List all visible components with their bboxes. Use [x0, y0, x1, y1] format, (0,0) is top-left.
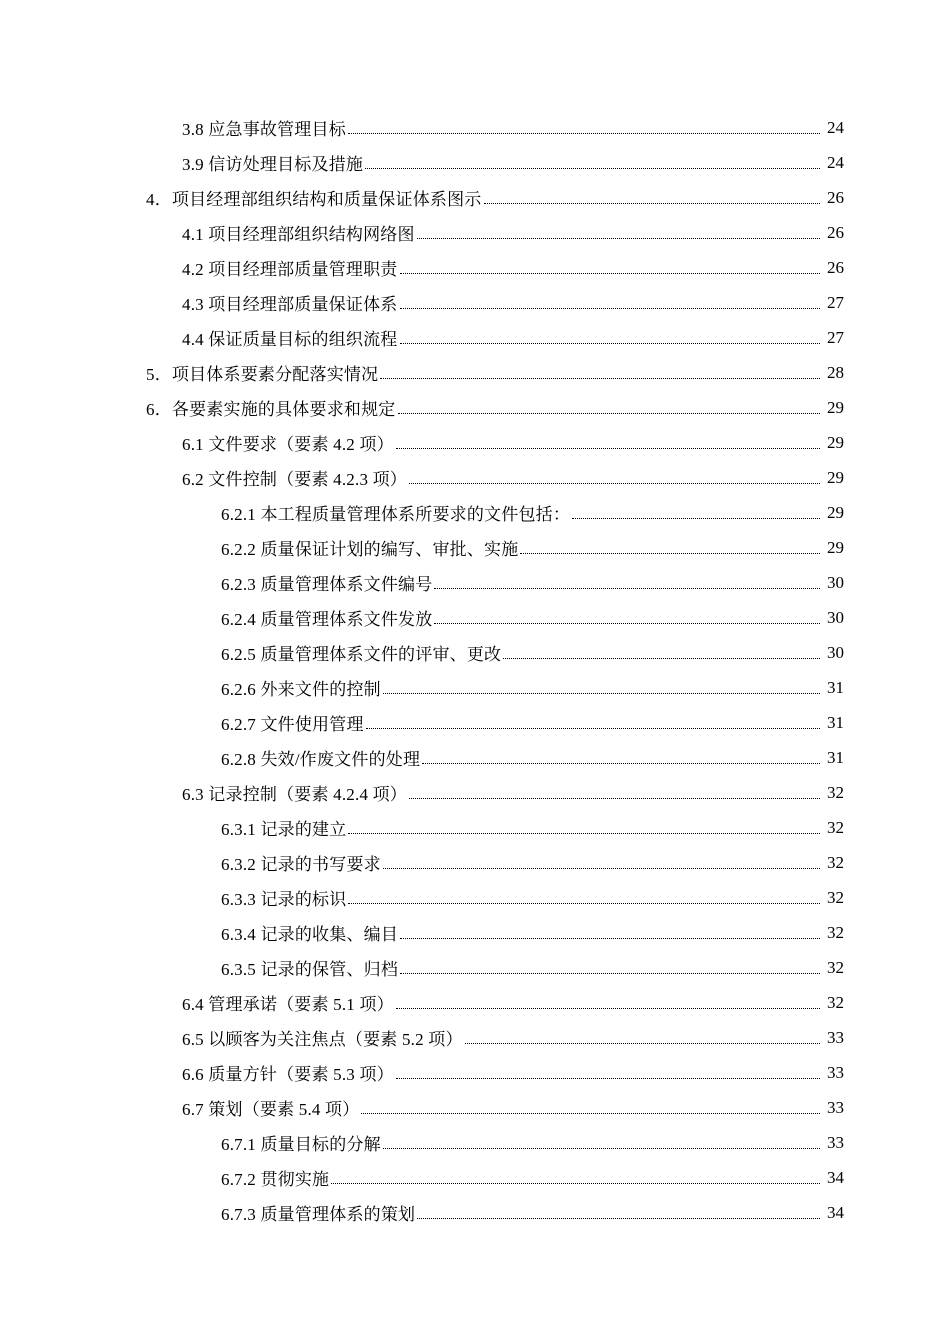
toc-entry[interactable] — [0, 950, 950, 985]
toc-entry[interactable] — [0, 320, 950, 355]
toc-entry[interactable] — [0, 530, 950, 565]
toc-dot-leader — [361, 1113, 820, 1114]
toc-entry-title: 6.3.5 记录的保管、归档 — [221, 960, 399, 979]
toc-entry-page-number: 31 — [827, 712, 844, 732]
toc-entry-title: 6.7.3 质量管理体系的策划 — [221, 1205, 416, 1224]
toc-dot-leader — [572, 518, 820, 519]
toc-dot-leader — [396, 1078, 820, 1079]
toc-entry[interactable] — [0, 565, 950, 600]
toc-entry[interactable] — [0, 1090, 950, 1125]
toc-entry[interactable] — [0, 845, 950, 880]
toc-dot-leader — [383, 693, 820, 694]
toc-entry-page-number: 30 — [827, 642, 844, 662]
toc-entry-page-number: 32 — [827, 817, 844, 837]
toc-entry-title: 6.2.1 本工程质量管理体系所要求的文件包括： — [221, 505, 571, 524]
table-of-contents — [0, 110, 950, 1230]
toc-entry-page-number: 29 — [827, 537, 844, 557]
toc-entry-title: 6.2.3 质量管理体系文件编号 — [221, 575, 433, 594]
toc-entry-page-number: 33 — [827, 1062, 844, 1082]
toc-entry-page-number: 34 — [827, 1167, 844, 1187]
toc-entry-title: 6.2.4 质量管理体系文件发放 — [221, 610, 433, 629]
toc-entry-page-number: 29 — [827, 397, 844, 417]
toc-dot-leader — [400, 308, 821, 309]
toc-dot-leader — [400, 938, 820, 939]
toc-entry-title: 6.1 文件要求（要素 4.2 项） — [182, 435, 394, 454]
toc-entry-title: 6.3.2 记录的书写要求 — [221, 855, 381, 874]
toc-dot-leader — [348, 833, 820, 834]
toc-dot-leader — [400, 343, 821, 344]
toc-entry-page-number: 31 — [827, 677, 844, 697]
toc-entry-title: 4．项目经理部组织结构和质量保证体系图示 — [146, 190, 482, 209]
toc-dot-leader — [417, 238, 820, 239]
toc-entry-title: 6.5 以顾客为关注焦点（要素 5.2 项） — [182, 1030, 463, 1049]
toc-entry-page-number: 33 — [827, 1027, 844, 1047]
toc-dot-leader — [434, 588, 820, 589]
toc-entry-page-number: 32 — [827, 887, 844, 907]
toc-dot-leader — [348, 903, 820, 904]
toc-entry[interactable] — [0, 915, 950, 950]
toc-entry-title: 6.3.4 记录的收集、编目 — [221, 925, 399, 944]
toc-dot-leader — [331, 1183, 820, 1184]
toc-entry-title: 6.2.8 失效/作废文件的处理 — [221, 750, 421, 769]
toc-entry-page-number: 32 — [827, 922, 844, 942]
toc-dot-leader — [520, 553, 820, 554]
toc-dot-leader — [409, 483, 820, 484]
toc-dot-leader — [434, 623, 820, 624]
toc-entry[interactable] — [0, 1055, 950, 1090]
toc-entry-page-number: 33 — [827, 1097, 844, 1117]
toc-entry[interactable] — [0, 145, 950, 180]
toc-entry-page-number: 27 — [827, 327, 844, 347]
toc-entry-title: 6.2.6 外来文件的控制 — [221, 680, 381, 699]
toc-dot-leader — [383, 1148, 820, 1149]
toc-dot-leader — [396, 1008, 820, 1009]
toc-entry-page-number: 32 — [827, 992, 844, 1012]
toc-dot-leader — [396, 448, 820, 449]
toc-entry[interactable] — [0, 460, 950, 495]
toc-entry[interactable] — [0, 985, 950, 1020]
toc-entry-page-number: 29 — [827, 432, 844, 452]
toc-entry-title: 6.4 管理承诺（要素 5.1 项） — [182, 995, 394, 1014]
toc-entry-page-number: 28 — [827, 362, 844, 382]
toc-entry[interactable] — [0, 285, 950, 320]
toc-entry[interactable] — [0, 670, 950, 705]
toc-entry-title: 6.2.7 文件使用管理 — [221, 715, 364, 734]
toc-entry[interactable] — [0, 215, 950, 250]
toc-dot-leader — [398, 413, 821, 414]
toc-entry[interactable] — [0, 1195, 950, 1230]
toc-entry[interactable] — [0, 1160, 950, 1195]
toc-entry-page-number: 26 — [827, 187, 844, 207]
toc-entry-title: 6.2.5 质量管理体系文件的评审、更改 — [221, 645, 502, 664]
toc-entry-page-number: 32 — [827, 852, 844, 872]
toc-entry[interactable] — [0, 635, 950, 670]
toc-entry-title: 6.3.1 记录的建立 — [221, 820, 347, 839]
toc-entry-page-number: 32 — [827, 782, 844, 802]
toc-entry[interactable] — [0, 495, 950, 530]
toc-entry-page-number: 24 — [827, 117, 844, 137]
toc-dot-leader — [366, 728, 820, 729]
toc-entry-title: 6.3.3 记录的标识 — [221, 890, 347, 909]
toc-entry-title: 6.6 质量方针（要素 5.3 项） — [182, 1065, 394, 1084]
toc-dot-leader — [422, 763, 820, 764]
toc-entry-title: 4.3 项目经理部质量保证体系 — [182, 295, 398, 314]
toc-entry-title: 3.8 应急事故管理目标 — [182, 120, 346, 139]
toc-dot-leader — [348, 133, 820, 134]
toc-entry-title: 6.7 策划（要素 5.4 项） — [182, 1100, 360, 1119]
toc-entry-title: 3.9 信访处理目标及措施 — [182, 155, 364, 174]
toc-entry-page-number: 30 — [827, 572, 844, 592]
toc-entry[interactable] — [0, 810, 950, 845]
toc-dot-leader — [365, 168, 820, 169]
toc-entry[interactable] — [0, 110, 950, 145]
toc-entry[interactable] — [0, 390, 950, 425]
toc-entry-page-number: 24 — [827, 152, 844, 172]
toc-dot-leader — [409, 798, 820, 799]
toc-entry[interactable] — [0, 250, 950, 285]
toc-entry[interactable] — [0, 775, 950, 810]
toc-entry-page-number: 30 — [827, 607, 844, 627]
toc-entry-page-number: 29 — [827, 467, 844, 487]
toc-entry-page-number: 31 — [827, 747, 844, 767]
toc-entry-title: 4.4 保证质量目标的组织流程 — [182, 330, 398, 349]
toc-entry[interactable] — [0, 600, 950, 635]
toc-entry[interactable] — [0, 705, 950, 740]
toc-entry[interactable] — [0, 180, 950, 215]
toc-entry-page-number: 34 — [827, 1202, 844, 1222]
toc-entry[interactable] — [0, 880, 950, 915]
toc-dot-leader — [380, 378, 820, 379]
toc-dot-leader — [465, 1043, 820, 1044]
toc-entry-page-number: 26 — [827, 257, 844, 277]
toc-dot-leader — [400, 973, 820, 974]
toc-entry-page-number: 33 — [827, 1132, 844, 1152]
toc-entry-page-number: 26 — [827, 222, 844, 242]
toc-entry[interactable] — [0, 1125, 950, 1160]
toc-dot-leader — [383, 868, 820, 869]
toc-dot-leader — [417, 1218, 820, 1219]
toc-entry-title: 6.2.2 质量保证计划的编写、审批、实施 — [221, 540, 519, 559]
toc-entry[interactable] — [0, 1020, 950, 1055]
toc-entry-title: 4.1 项目经理部组织结构网络图 — [182, 225, 415, 244]
toc-entry-page-number: 29 — [827, 502, 844, 522]
toc-entry-title: 6.7.2 贯彻实施 — [221, 1170, 330, 1189]
toc-entry[interactable] — [0, 355, 950, 390]
toc-entry-title: 5．项目体系要素分配落实情况 — [146, 365, 379, 384]
toc-entry-page-number: 32 — [827, 957, 844, 977]
toc-entry-title: 6．各要素实施的具体要求和规定 — [146, 400, 396, 419]
toc-entry-title: 6.3 记录控制（要素 4.2.4 项） — [182, 785, 407, 804]
toc-entry[interactable] — [0, 425, 950, 460]
toc-dot-leader — [400, 273, 821, 274]
toc-entry-title: 6.2 文件控制（要素 4.2.3 项） — [182, 470, 407, 489]
toc-dot-leader — [484, 203, 821, 204]
toc-dot-leader — [503, 658, 820, 659]
toc-entry[interactable] — [0, 740, 950, 775]
toc-entry-title: 4.2 项目经理部质量管理职责 — [182, 260, 398, 279]
toc-entry-page-number: 27 — [827, 292, 844, 312]
toc-entry-title: 6.7.1 质量目标的分解 — [221, 1135, 381, 1154]
